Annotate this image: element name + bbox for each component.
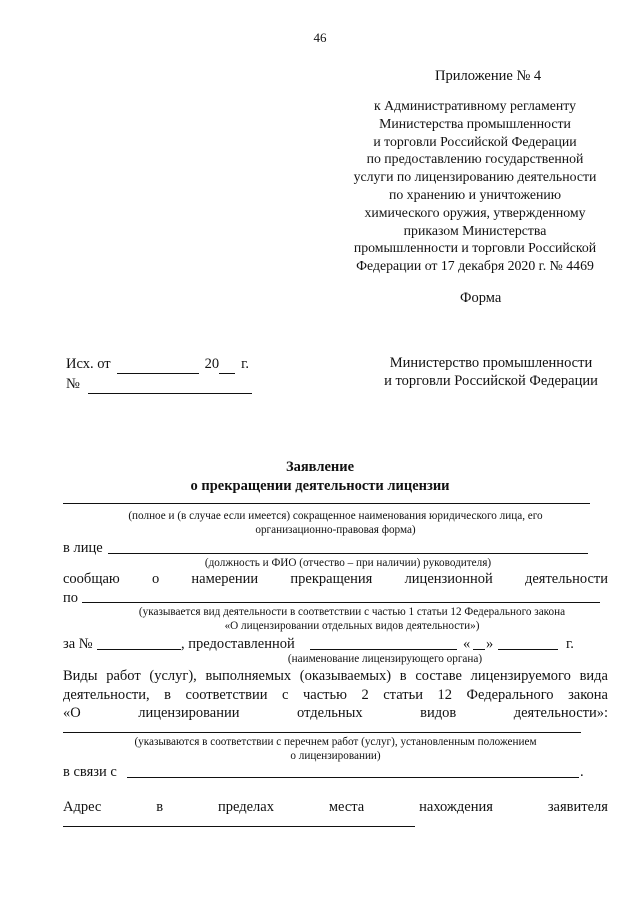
organization-name-field[interactable] bbox=[63, 503, 590, 504]
month-year-field[interactable] bbox=[498, 649, 558, 650]
date-open-quote: « bbox=[463, 636, 471, 652]
outgoing-date-row bbox=[66, 354, 252, 374]
outgoing-number-label: № bbox=[66, 376, 80, 392]
caption-line: организационно-правовая форма) bbox=[255, 524, 416, 536]
regulation-line: промышленности и торговли Российской bbox=[353, 240, 597, 256]
outgoing-reference bbox=[66, 354, 252, 394]
regulation-line: Министерства промышленности bbox=[379, 115, 571, 131]
addressee-line: и торговли Российской Федерации bbox=[384, 373, 598, 389]
word: заявителя bbox=[547, 799, 608, 815]
reason-label: в связи с bbox=[63, 764, 117, 780]
regulation-line: Федерации от 17 декабря 2020 г. № 4469 bbox=[356, 258, 594, 274]
provided-label: , предоставленной bbox=[181, 636, 295, 652]
works-line: Виды работ (услуг), выполняемых (оказываемых) в составе лицензируемого вида bbox=[63, 668, 608, 684]
page-number: 46 bbox=[313, 30, 327, 45]
regulation-line: по хранению и уничтожению bbox=[388, 186, 562, 202]
year-suffix: г. bbox=[241, 356, 250, 372]
outgoing-date-label: Исх. от bbox=[66, 356, 111, 372]
by-label: по bbox=[63, 590, 79, 606]
authority-caption: (наименование лицензирующего органа) bbox=[287, 653, 483, 665]
outgoing-number-row bbox=[66, 374, 252, 394]
caption-line: (указываются в соответствии с перечнем работ (услуг), установленным положением bbox=[134, 736, 537, 748]
regulation-line: услуги по лицензированию деятельности bbox=[353, 169, 597, 185]
day-field[interactable] bbox=[473, 649, 485, 650]
outgoing-number-field[interactable] bbox=[88, 378, 252, 394]
regulation-line: по предоставлению государственной bbox=[366, 151, 584, 167]
word: нахождения bbox=[419, 799, 493, 815]
in-person-label: в лице bbox=[63, 540, 103, 556]
title-line: Заявление bbox=[285, 459, 355, 475]
activity-caption bbox=[82, 605, 622, 633]
word: деятельности bbox=[524, 571, 608, 587]
reason-dot: . bbox=[580, 764, 584, 780]
works-caption bbox=[63, 735, 608, 763]
regulation-reference bbox=[330, 97, 620, 275]
year-mark: г. bbox=[566, 636, 574, 652]
reason-field[interactable] bbox=[127, 777, 579, 778]
works-line: «О лицензировании отдельных видов деятельности»: bbox=[63, 705, 608, 721]
title-line: о прекращении деятельности лицензии bbox=[190, 478, 450, 494]
word: сообщаю bbox=[63, 571, 120, 587]
addressee-line: Министерство промышленности bbox=[389, 355, 593, 371]
inform-line bbox=[63, 571, 608, 588]
outgoing-date-field[interactable] bbox=[117, 358, 199, 374]
word: лицензионной bbox=[404, 571, 493, 587]
works-line: деятельности, в соответствии с частью 2 статьи 12 Федерального закона bbox=[63, 686, 608, 703]
regulation-line: и торговли Российской Федерации bbox=[373, 133, 577, 149]
word: о bbox=[151, 571, 160, 587]
license-number-field[interactable] bbox=[97, 649, 181, 650]
year-field[interactable] bbox=[219, 358, 235, 374]
head-field[interactable] bbox=[108, 553, 588, 554]
date-close-quote: » bbox=[486, 636, 494, 652]
regulation-line: приказом Министерства bbox=[403, 222, 547, 238]
works-field[interactable] bbox=[63, 732, 581, 733]
license-number-label: за № bbox=[63, 636, 93, 652]
word: прекращения bbox=[290, 571, 373, 587]
caption-line: «О лицензировании отдельных видов деятельности») bbox=[224, 620, 480, 632]
caption-line: (полное и (в случае если имеется) сокращенное наименования юридического лица, его bbox=[128, 510, 543, 522]
word: намерении bbox=[191, 571, 259, 587]
word: места bbox=[328, 799, 365, 815]
document-title bbox=[0, 458, 640, 496]
caption-line: о лицензировании) bbox=[290, 750, 381, 762]
addressee bbox=[360, 354, 622, 390]
word: в bbox=[156, 799, 164, 815]
address-line bbox=[63, 799, 608, 816]
form-label: Форма bbox=[460, 290, 502, 306]
activity-field[interactable] bbox=[82, 602, 600, 603]
caption-line: (указывается вид деятельности в соответствии с частью 1 статьи 12 Федерального закона bbox=[138, 606, 566, 618]
appendix-title: Приложение № 4 bbox=[435, 68, 542, 84]
word: Адрес bbox=[63, 799, 102, 815]
authority-field[interactable] bbox=[310, 649, 457, 650]
regulation-line: химического оружия, утвержденному bbox=[364, 204, 586, 220]
year-prefix: 20 bbox=[204, 356, 220, 372]
regulation-line: к Административному регламенту bbox=[373, 98, 576, 113]
word: пределах bbox=[217, 799, 274, 815]
head-caption: (должность и ФИО (отчество – при наличии) руководителя) bbox=[204, 557, 492, 569]
address-field[interactable] bbox=[63, 826, 415, 827]
organization-caption bbox=[63, 509, 608, 537]
